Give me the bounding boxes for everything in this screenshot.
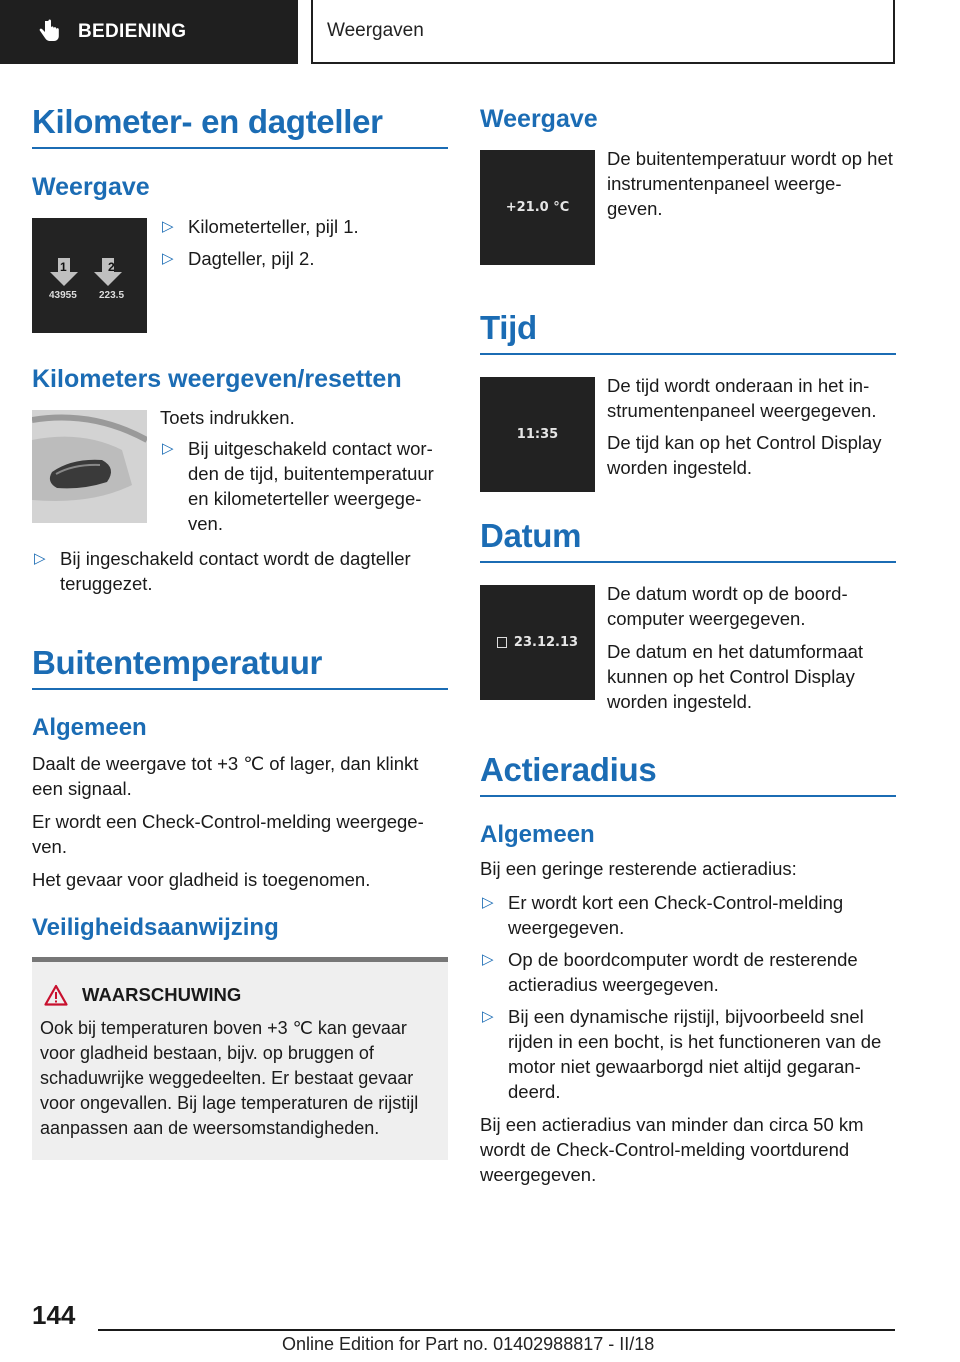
heading-actieradius: Actieradius (480, 751, 896, 797)
datum-paragraph-1: De datum wordt op de boord-computer weergegeven. (607, 583, 848, 629)
footer-divider (98, 1329, 895, 1331)
list-item: ▷ Er wordt kort een Check-Control-melding weergegeven. (482, 892, 844, 938)
triangle-icon: ▷ (482, 1008, 494, 1025)
actie-list (480, 890, 896, 1111)
actie-intro: Bij een geringe resterende actieradius: (480, 858, 797, 879)
time-display-value: 11:35 (516, 427, 559, 442)
time-display-image (480, 377, 595, 492)
triangle-icon: ▷ (162, 250, 174, 267)
arrow-label-2: 2 (108, 260, 115, 274)
heading-algemeen-right: Algemeen (480, 821, 595, 848)
heading-kilometer-dagteller: Kilometer- en dagteller (32, 103, 448, 149)
calendar-icon (497, 637, 507, 648)
heading-weergave-left: Weergave (32, 173, 150, 201)
list-item: ▷ Bij uitgeschakeld contact wor-den de tijd, buitentemperatuur en kilometerteller weergege-ven. (162, 438, 434, 534)
heading-weergave-right: Weergave (480, 105, 598, 133)
tijd-paragraph-2: De tijd kan op het Control Display worden ingesteld. (607, 432, 882, 478)
reset-instruction: Toets indrukken. (160, 407, 295, 428)
odometer-arrows-graphic (32, 218, 147, 333)
temp-paragraph-1: Daalt de weergave tot +3 ℃ of lager, dan klinkt een signaal. (32, 753, 419, 799)
weergave-list (160, 214, 448, 278)
list-item: ▷ Kilometerteller, pijl 1. (162, 216, 359, 237)
header-chapter-label: Weergaven (327, 20, 424, 41)
heading-kilometers-resetten: Kilometers weergeven/resetten (32, 365, 402, 393)
reset-button-image (32, 410, 147, 523)
tijd-paragraph-1: De tijd wordt onderaan in het in-strumentenpaneel weergegeven. (607, 375, 877, 421)
warning-text: Ook bij temperaturen boven +3 ℃ kan gevaar voor gladheid bestaan, bijv. op bruggen of schaduwrijke weggedeelten. Er bestaat gevaar voor ongevallen. Bij lage temperaturen de rijstijl aanpassen aan de weersomstandigheden. (40, 1018, 419, 1138)
warning-box (32, 957, 448, 1160)
list-item: ▷ Op de boordcomputer wordt de resterende actieradius weergegeven. (482, 949, 858, 995)
heading-datum: Datum (480, 517, 896, 563)
date-display-image (480, 585, 595, 700)
heading-tijd: Tijd (480, 309, 896, 355)
button-graphic (32, 410, 147, 523)
datum-paragraph-2: De datum en het datumformaat kunnen op het Control Display worden ingesteld. (607, 641, 864, 712)
actie-outro: Bij een actieradius van minder dan circa 50 km wordt de Check-Control-melding voortdurend weergegeven. (480, 1114, 864, 1185)
trip-value: 223.5 (99, 290, 125, 301)
temperature-display-value: +21.0 °C (505, 200, 570, 215)
triangle-icon: ▷ (34, 550, 46, 567)
temp-paragraph-3: Het gevaar voor gladheid is toegenomen. (32, 869, 371, 890)
weergave-right-text: De buitentemperatuur wordt op het instrumentenpaneel weerge-geven. (607, 148, 893, 219)
hand-pointer-icon (38, 19, 60, 45)
odometer-display-image (32, 218, 147, 333)
warning-triangle-icon (44, 984, 68, 1006)
list-item: ▷ Bij ingeschakeld contact wordt de dagteller teruggezet. (34, 548, 411, 594)
triangle-icon: ▷ (482, 951, 494, 968)
triangle-icon: ▷ (162, 440, 174, 457)
heading-veiligheidsaanwijzing: Veiligheidsaanwijzing (32, 914, 279, 941)
list-item: ▷ Bij een dynamische rijstijl, bijvoorbeeld snel rijden in een bocht, is het functioneren van de motor niet gewaarborgd niet altijd gegaran-deerd. (482, 1006, 882, 1102)
date-display-value: 23.12.13 (513, 635, 579, 650)
reset-list-2 (32, 546, 448, 603)
warning-header (40, 984, 440, 1006)
triangle-icon: ▷ (162, 218, 174, 235)
heading-buitentemperatuur: Buitentemperatuur (32, 644, 448, 690)
temp-paragraph-2: Er wordt een Check-Control-melding weergege-ven. (32, 811, 424, 857)
warning-title: WAARSCHUWING (82, 984, 242, 1005)
header-chapter-box (311, 0, 895, 64)
header-section-label: BEDIENING (78, 21, 187, 42)
header-section-tab (0, 0, 298, 64)
heading-algemeen-left: Algemeen (32, 714, 147, 741)
triangle-icon: ▷ (482, 894, 494, 911)
temperature-display-image (480, 150, 595, 265)
arrow-label-1: 1 (60, 260, 67, 274)
page-number: 144 (32, 1300, 76, 1330)
footer-edition: Online Edition for Part no. 01402988817 - II/18 (282, 1334, 655, 1354)
list-item: ▷ Dagteller, pijl 2. (162, 248, 315, 269)
odometer-km-value: 43955 (49, 290, 77, 301)
reset-list-1 (160, 436, 450, 543)
